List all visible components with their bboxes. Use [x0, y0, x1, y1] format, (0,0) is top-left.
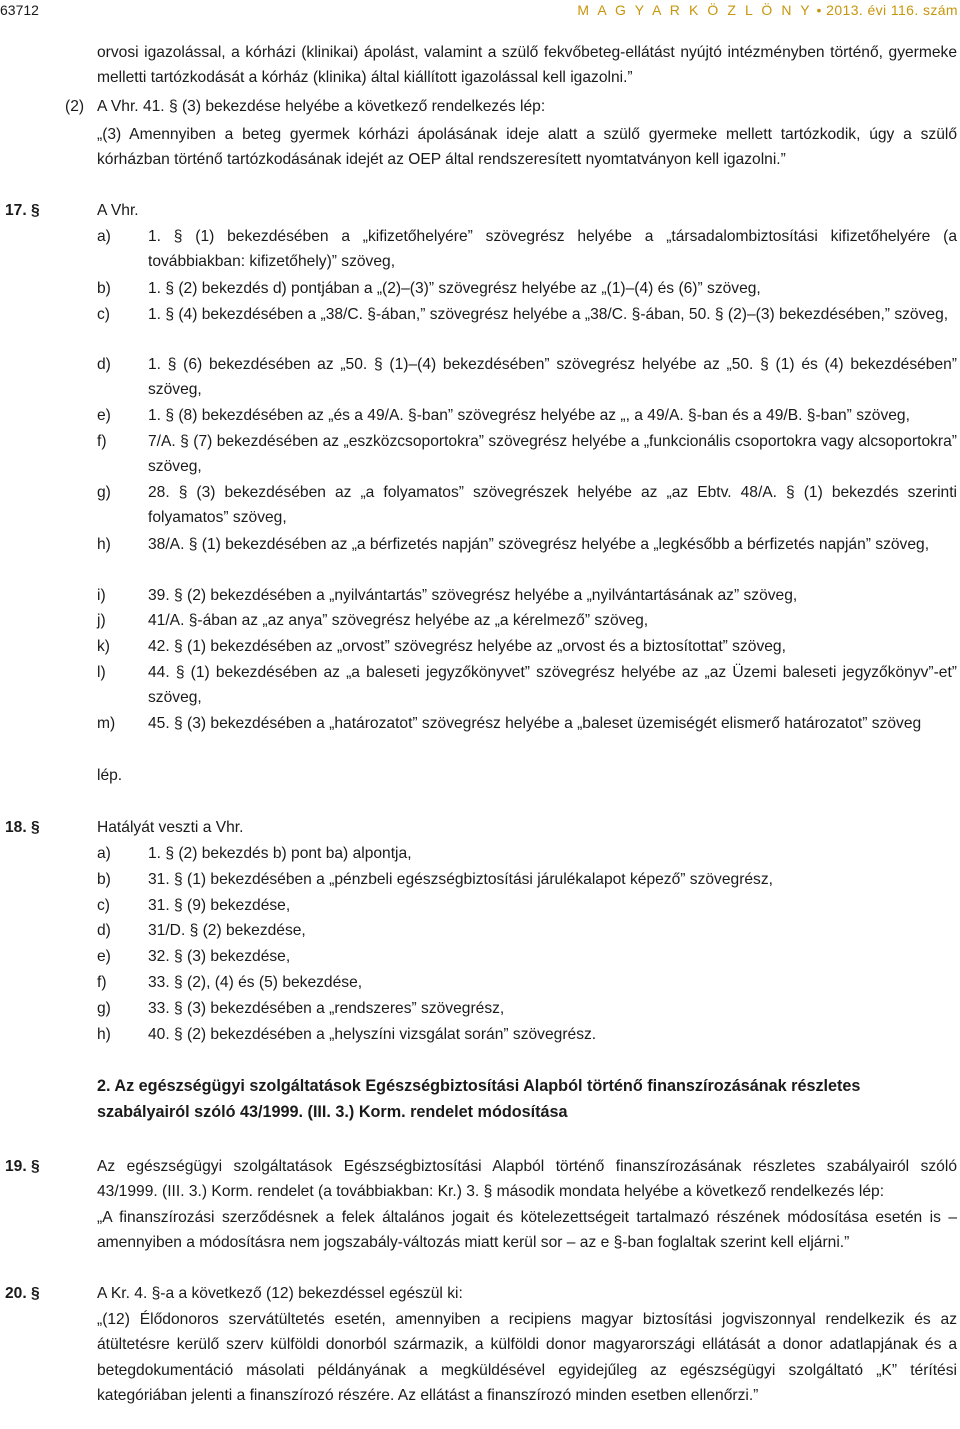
header-separator: •	[816, 2, 822, 18]
section-18-title: Hatályát veszti a Vhr.	[97, 819, 244, 836]
list-item: 31/D. § (2) bekezdése,	[148, 922, 306, 939]
list-item: 41/A. §-ában az „az anya” szövegrész helyébe az „a kérelmező” szöveg,	[148, 612, 649, 629]
list-item-label: e)	[97, 948, 111, 965]
list-item-label: h)	[97, 1026, 111, 1043]
section-18-number: 18. §	[5, 819, 40, 836]
list-item: 28. § (3) bekezdésében az „a folyamatos” szövegrészek helyébe az „az Ebtv. 48/A. § (1) bekezdés szerinti folyamatos” szöveg,	[148, 484, 957, 527]
list-item: 40. § (2) bekezdésében a „helyszíni vizsgálat során” szövegrész.	[148, 1026, 597, 1043]
list-item-label: d)	[97, 922, 111, 939]
list-item: 45. § (3) bekezdésében a „határozatot” szövegrész helyébe a „baleset üzemiségét elismerő határozatot” szöveg	[148, 715, 922, 732]
list-item: 32. § (3) bekezdése,	[148, 948, 291, 965]
section-17-closing: lép.	[97, 767, 123, 784]
list-item-label: g)	[97, 484, 111, 501]
list-item: 44. § (1) bekezdésében az „a baleseti jegyzőkönyvet” szövegrész helyébe az „az Üzemi baleseti jegyzőkönyv”-et” szöveg,	[148, 664, 957, 707]
chapter-2-title: 2. Az egészségügyi szolgáltatások Egészségbiztosítási Alapból történő finanszírozásának részletes szabályairól szóló 43/1999. (III. 3.) Korm. rendelet módosítása	[97, 1077, 861, 1121]
list-item: 1. § (1) bekezdésében a „kifizetőhelyére” szövegrész helyébe a „társadalombiztosítási kifizetőhelyére (a továbbiakban: kifizetőhely)” szöveg,	[148, 228, 957, 271]
list-item: 1. § (2) bekezdés d) pontjában a „(2)–(3)” szövegrész helyébe az „(1)–(4) és (6)” szöveg,	[148, 280, 761, 297]
list-item-label: k)	[97, 638, 110, 655]
subsection-2-label: (2)	[65, 98, 85, 115]
list-item-label: g)	[97, 1000, 111, 1017]
list-item-label: h)	[97, 536, 111, 553]
list-item-label: f)	[97, 433, 107, 450]
section-17-number: 17. §	[5, 202, 40, 219]
section-19-text: Az egészségügyi szolgáltatások Egészségbiztosítási Alapból történő finanszírozásának részletes szabályairól szóló 43/1999. (III. 3.) Korm. rendelet (a továbbiakban: Kr.) 3. § második mondata helyébe a következő rendelkezés lép:	[97, 1158, 957, 1201]
list-item-label: m)	[97, 715, 116, 732]
continuation-paragraph: orvosi igazolással, a kórházi (klinikai) ápolást, valamint a szülő fekvőbeteg-ellátást nyújtó intézményben történő, gyermeke melletti tartózkodását a kórház (klinika) által kiállított igazolással kell igazolni.”	[97, 44, 957, 87]
list-item-label: e)	[97, 407, 111, 424]
page-number: 63712	[0, 2, 39, 18]
list-item-label: a)	[97, 228, 111, 245]
list-item: 31. § (1) bekezdésében a „pénzbeli egészségbiztosítási járulékalapot képező” szövegrész,	[148, 871, 773, 888]
list-item: 1. § (8) bekezdésében az „és a 49/A. §-ban” szövegrész helyébe az „, a 49/A. §-ban és a 49/B. §-ban” szöveg,	[148, 407, 910, 424]
list-item-label: b)	[97, 280, 111, 297]
section-20-quote: „(12) Élődonoros szervátültetés esetén, amennyiben a recipiens magyar biztosítási jogviszonnyal rendelkezik és az átültetésre kerülő szerv külföldi donorból származik, a külföldi donor magyarországi ellátását a donor adatlapjának és a betegdokumentáció másolati példányának a megküldésével egyidejűleg az egészségügyi szolgáltató „K” térítési kategóriában jelenti a finanszírozó részére. Az ellátást a finanszírozó minden esetben ellenőrzi.”	[97, 1311, 957, 1405]
list-item-label: i)	[97, 587, 106, 604]
page-header	[0, 0, 960, 22]
section-20-text: A Kr. 4. §-a a következő (12) bekezdéssel egészül ki:	[97, 1285, 463, 1302]
list-item-label: a)	[97, 845, 111, 862]
list-item: 39. § (2) bekezdésében a „nyilvántartás” szövegrész helyébe a „nyilvántartásának az” szöveg,	[148, 587, 798, 604]
section-19-number: 19. §	[5, 1158, 40, 1175]
list-item: 1. § (4) bekezdésében a „38/C. §-ában,” szövegrész helyébe a „38/C. §-ában, 50. § (2)–(3) bekezdésében,” szöveg,	[148, 306, 949, 323]
list-item: 31. § (9) bekezdése,	[148, 897, 291, 914]
publication-info	[577, 2, 958, 18]
quoted-provision: „(3) Amennyiben a beteg gyermek kórházi ápolásának ideje alatt a szülő gyermeke mellett tartózkodik, úgy a szülő kórházban történő tartózkodásának idejét az OEP által rendszeresített nyomtatványon kell igazolni.”	[97, 126, 957, 169]
list-item: 33. § (2), (4) és (5) bekezdése,	[148, 974, 363, 991]
publication-name: M A G Y A R K Ö Z L Ö N Y	[577, 2, 813, 18]
list-item-label: l)	[97, 664, 106, 681]
list-item-label: c)	[97, 897, 110, 914]
list-item: 1. § (2) bekezdés b) pont ba) alpontja,	[148, 845, 412, 862]
list-item: 1. § (6) bekezdésében az „50. § (1)–(4) bekezdésében” szövegrész helyébe az „50. § (1) és (4) bekezdésében” szöveg,	[148, 356, 957, 399]
list-item-label: j)	[97, 612, 106, 629]
section-19-quote: „A finanszírozási szerződésnek a felek általános jogait és kötelezettségeit tartalmazó részének módosítása esetén is – amennyiben a módosításra nem jogszabály-változás miatt kerül sor – az e §-ban foglaltak szerint kell eljárni.”	[97, 1209, 957, 1252]
list-item: 38/A. § (1) bekezdésében az „a bérfizetés napján” szövegrész helyébe a „legkésőbb a bérfizetés napján” szöveg,	[148, 536, 930, 553]
list-item: 42. § (1) bekezdésében az „orvost” szövegrész helyébe az „orvost és a biztosítottat” szöveg,	[148, 638, 786, 655]
list-item-label: c)	[97, 306, 110, 323]
section-17-title: A Vhr.	[97, 202, 139, 219]
list-item-label: b)	[97, 871, 111, 888]
list-item-label: f)	[97, 974, 107, 991]
list-item: 33. § (3) bekezdésében a „rendszeres” szövegrész,	[148, 1000, 505, 1017]
list-item: 7/A. § (7) bekezdésében az „eszközcsoportokra” szövegrész helyébe a „funkcionális csoportokra vagy alcsoportokra” szöveg,	[148, 433, 957, 476]
issue-number: 2013. évi 116. szám	[826, 2, 958, 18]
section-20-number: 20. §	[5, 1285, 40, 1302]
subsection-2-text: A Vhr. 41. § (3) bekezdése helyébe a következő rendelkezés lép:	[97, 98, 546, 115]
list-item-label: d)	[97, 356, 111, 373]
